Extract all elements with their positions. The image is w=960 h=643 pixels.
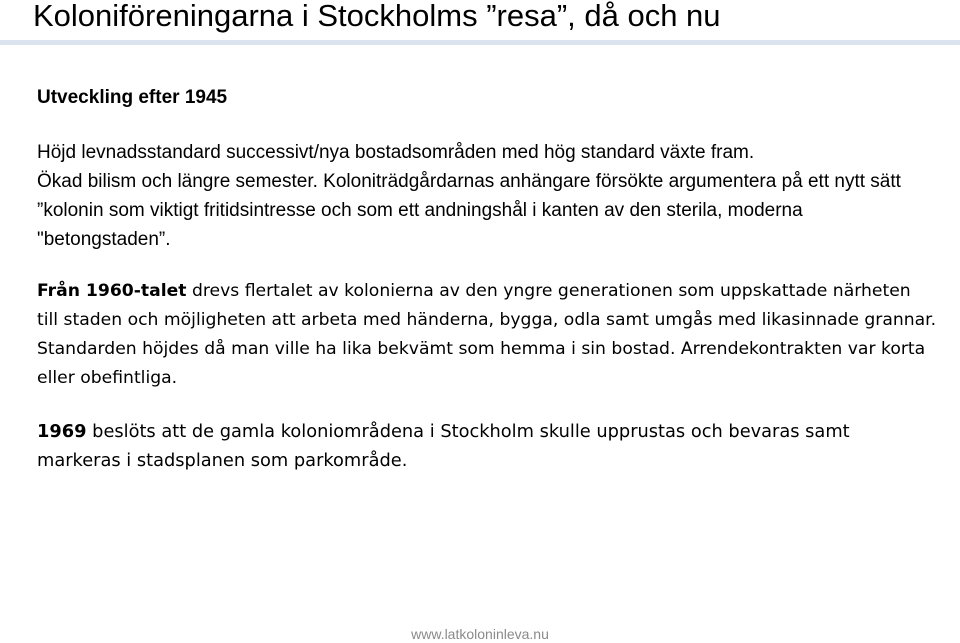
paragraph-postwar <box>37 138 937 254</box>
section-heading: Utveckling efter 1945 <box>37 87 228 108</box>
paragraph-postwar-rest: Ökad bilism och längre semester. Koloniträdgårdarnas anhängare försökte argumentera på ett nytt sätt ”kolonin som viktigt fritidsintresse och som ett andningshål i kanten av den sterila, moderna "betongstaden”. <box>37 171 901 250</box>
paragraph-1969 <box>37 417 937 475</box>
paragraph-1969-lead: 1969 <box>37 421 87 442</box>
paragraph-postwar-line1: Höjd levnadsstandard successivt/nya bostadsområden med hög standard växte fram. <box>37 142 755 163</box>
title-divider <box>0 40 960 45</box>
slide-body <box>37 84 937 475</box>
paragraph-1960s-lead: Från 1960-talet <box>37 281 187 301</box>
footer-website: www.latkoloninleva.nu <box>411 626 549 642</box>
paragraph-1960s <box>37 277 937 393</box>
slide-title: Koloniföreningarna i Stockholms ”resa”, då och nu <box>33 0 721 33</box>
paragraph-1969-text: beslöts att de gamla koloniområdena i Stockholm skulle upprustas och bevaras samt markeras i stadsplanen som parkområde. <box>37 421 850 471</box>
paragraph-1960s-text: drevs flertalet av kolonierna av den yngre generationen som uppskattade närheten till staden och möjligheten att arbeta med händerna, bygga, odla samt umgås med likasinnade grannar. Standarden höjdes då man ville ha lika bekvämt som hemma i sin bostad. Arrendekontrakten var korta eller obefintliga. <box>37 281 937 388</box>
